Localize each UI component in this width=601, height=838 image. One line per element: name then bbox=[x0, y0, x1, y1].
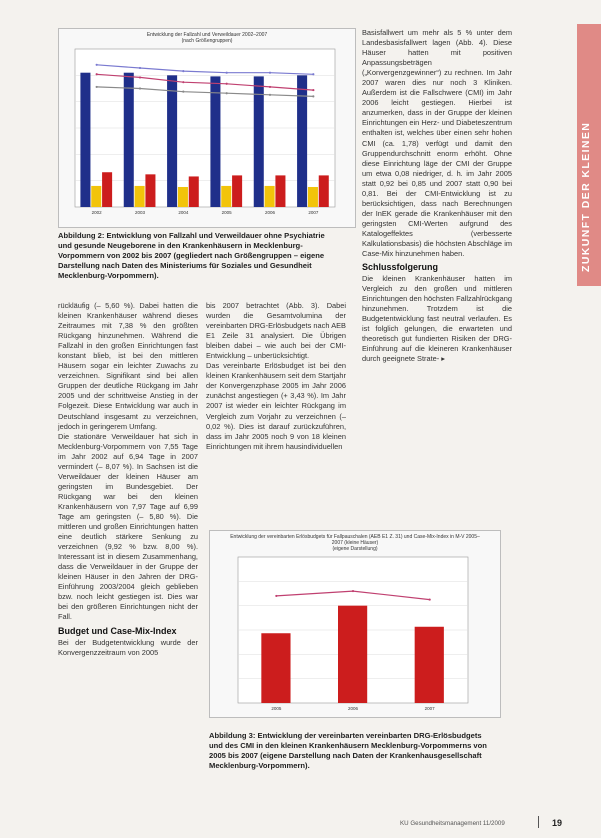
footer-journal: KU Gesundheitsmanagement 11/2009 bbox=[400, 820, 505, 827]
chart1-tick-label: 2002 bbox=[91, 210, 102, 215]
chart3-series-point bbox=[352, 590, 354, 592]
chart1-tick-label: 2005 bbox=[221, 210, 232, 215]
chart1-bar bbox=[102, 172, 112, 207]
text-column-1 bbox=[58, 301, 198, 658]
chart3-bar bbox=[338, 606, 367, 703]
chart1-series-point bbox=[312, 73, 314, 75]
heading-schlussfolgerung: Schlussfolgerung bbox=[362, 262, 439, 273]
chart1-series-point bbox=[139, 87, 141, 89]
section-side-tab bbox=[577, 24, 601, 286]
chart1-bar bbox=[297, 75, 307, 207]
chart1-series-point bbox=[312, 95, 314, 97]
chart3-tick-label: 2005 bbox=[271, 706, 282, 711]
col3-paragraph-2: Die kleinen Krankenhäuser hatten im Vergleich zu den großen und mittleren Einrichtungen den höchsten Fallzahlrückgang hinzunehmen. Trotzdem ist die Budgetentwicklung fast neutral verlaufen. Es ist folglich gelungen, die erwarteten und theoretisch gut fundierten Risiken der DRG-Einführung auf die kleineren Krankenhäuser durch geeignete Strate- ▸ bbox=[362, 274, 512, 364]
chart1-series-point bbox=[269, 86, 271, 88]
chart1-series-point bbox=[269, 72, 271, 74]
chart1-series-point bbox=[269, 94, 271, 96]
chart1-series-point bbox=[96, 73, 98, 75]
chart1-bar bbox=[80, 73, 90, 207]
chart1-bar bbox=[189, 176, 199, 207]
chart1-series-point bbox=[226, 72, 228, 74]
chart1-tick-label: 2004 bbox=[178, 210, 189, 215]
chart1-series-point bbox=[182, 91, 184, 93]
chart3-bar bbox=[261, 633, 290, 703]
figure3-title: Entwicklung der vereinbarten Erlösbudgets für Fallpauschalen (AEB E1 Z. 31) und Case-Mix-Index in M-V 2005–2007 (kleine Häuser) bbox=[230, 534, 480, 546]
figure3-subtitle: (eigene Darstellung) bbox=[332, 546, 378, 552]
chart1-series-point bbox=[96, 86, 98, 88]
heading-budget-cmi: Budget und Case-Mix-Index bbox=[58, 625, 177, 636]
chart1-series-point bbox=[182, 81, 184, 83]
text-column-3 bbox=[362, 28, 512, 365]
chart1-series-point bbox=[139, 76, 141, 78]
chart1-tick-label: 2003 bbox=[134, 210, 146, 215]
chart3-tick-label: 2007 bbox=[424, 706, 435, 711]
chart1-tick-label: 2007 bbox=[308, 210, 319, 215]
chart3-bar bbox=[415, 627, 444, 703]
col1-paragraph-1: rückläufig (– 5,60 %). Dabei hatten die kleinen Krankenhäuser während dieses Zeitraumes mit 7,38 % den größten Rückgang hinzunehmen. Während die Fallzahl in den großen Einrichtungen fast konstant blieb, ist bei den mittleren Häusern sogar ein leichter Zuwachs zu verzeichnen. Signifikant sind bei allen Gruppen der deutliche Rückgang im Jahr 2005 und der schrittweise Anstieg in der Folgezeit. Diese Entwicklung war auch in Deutschland insgesamt zu verzeichnen, jedoch in geringerem Umfang. bbox=[58, 301, 198, 431]
figure1-chart bbox=[59, 29, 355, 227]
chart1-bar bbox=[254, 76, 264, 207]
chart1-bar bbox=[167, 75, 177, 207]
chart1-bar bbox=[91, 186, 101, 207]
chart1-series-point bbox=[96, 64, 98, 66]
side-tab-label: ZUKUNFT DER KLEINEN bbox=[580, 121, 592, 272]
figure1-subtitle: (nach Größengruppen) bbox=[181, 38, 233, 44]
chart1-bar bbox=[221, 186, 231, 207]
col1-paragraph-2: Die stationäre Verweildauer hat sich in Mecklenburg-Vorpommern von 7,55 Tage im Jahr 2002 auf 6,94 Tage in 2007 vermindert (– 8,07 %). In Sachsen ist die Verweildauer der kleinen Häuser am geringsten im Bundesgebiet. Der Rückgang war bei den kleinen Krankenhäusern von 7,97 Tage auf 6,99 Tage am geringsten (– 5,80 %). Die mittleren und großen Einrichtungen hatten eine deutlich stärkere Senkung zu verzeichnen (9,92 % bzw. 8,00 %). Interessant ist in diesem Zusammenhang, dass die Verweildauer in der Gruppe der kleinen Häuser in den Jahren der DRG-Einführung 2003/2004 gleich geblieben bzw. noch leicht gestiegen ist. Dies war bei den größeren Einrichtungen nicht der Fall. bbox=[58, 431, 198, 622]
chart1-bar bbox=[210, 76, 220, 207]
text-column-2 bbox=[206, 301, 346, 452]
chart1-bar bbox=[124, 73, 134, 207]
chart1-series-point bbox=[312, 89, 314, 91]
footer-divider bbox=[538, 816, 539, 828]
col2-paragraph-1: bis 2007 betrachtet (Abb. 3). Dabei wurden die Gesamtvolumina der vereinbarten DRG-Erlösbudgets nach AEB E1 Zeile 31 analysiert. Die Übrigen bleiben dabei – wie auch bei der CMI-Entwicklung – unberücksichtigt. bbox=[206, 301, 346, 361]
figure-fallzahl-verweildauer bbox=[58, 28, 356, 228]
page-number: 19 bbox=[552, 818, 563, 828]
chart1-bar bbox=[275, 175, 285, 207]
chart1-bar bbox=[232, 175, 242, 207]
chart1-series-point bbox=[226, 83, 228, 85]
figure1-title: Entwicklung der Fallzahl und Verweildauer 2002–2007 bbox=[146, 32, 268, 38]
chart1-bar bbox=[178, 187, 188, 207]
chart1-series-point bbox=[139, 67, 141, 69]
figure-erloesbudget-cmi bbox=[209, 530, 501, 718]
chart1-series-point bbox=[182, 70, 184, 72]
chart1-series-point bbox=[226, 92, 228, 94]
chart3-tick-label: 2006 bbox=[347, 706, 359, 711]
chart3-series-point bbox=[429, 598, 431, 600]
figure1-caption: Abbildung 2: Entwicklung von Fallzahl und Verweildauer ohne Psychiatrie und gesunde Neugeborene in den Krankenhäusern in Mecklenburg- Vorpommern von 2002 bis 2007 (gegliedert nach Größengruppen – eigene Darstellung nach Daten des Ministeriums für Soziales und Gesundheit Mecklenburg-Vorpommern). bbox=[58, 231, 325, 281]
chart1-tick-label: 2006 bbox=[264, 210, 276, 215]
chart3-series-point bbox=[275, 595, 277, 597]
chart1-bar bbox=[319, 175, 329, 207]
figure3-chart bbox=[210, 531, 500, 717]
chart1-bar bbox=[135, 186, 145, 207]
chart1-bar bbox=[145, 174, 155, 207]
col2-paragraph-2: Das vereinbarte Erlösbudget ist bei den kleinen Krankenhäusern seit dem Startjahr der Konvergenzphase 2005 im Jahr 2006 zunächst angestiegen (+ 3,43 %). Im Jahr 2007 ist wieder ein leichter Rückgang im Vergleich zum Vorjahr zu verzeichnen (– 0,02 %). Dies ist darauf zurückzuführen, dass im Jahr 2005 noch 9 von 18 kleinen Einrichtungen mit ihrem hausindividuellen bbox=[206, 361, 346, 451]
chart1-bar bbox=[308, 187, 318, 207]
col1-paragraph-3: Bei der Budgetentwicklung wurde der Konvergenzzeitraum von 2005 bbox=[58, 637, 198, 657]
figure3-caption: Abbildung 3: Entwicklung der vereinbarten vereinbarten DRG-Erlösbudgets und des CMI in den kleinen Krankenhäusern Mecklenburg-Vorpommerns von 2005 bis 2007 (eigene Darstellung nach Daten der Krankenhausgesellschaft Mecklenburg-Vorpommern). bbox=[209, 731, 487, 771]
col3-paragraph-1: Basisfallwert um mehr als 5 % unter dem Landesbasisfallwert lagen (Abb. 4). Diese Häuser hatten mit positiven Anpassungsbeträgen („Konvergenzgewinner“) zu rechnen. Im Jahr 2007 waren dies nur noch 3 Kliniken. Außerdem ist die Fallschwere (CMI) im Jahr 2006 leicht gestiegen. Hierbei ist anzumerken, dass in der Gruppe der kleinen Einrichtungen ein Herz- und Diabeteszentrum enthalten ist, welches über einen sehr hohen CMI (ca. 1,78) verfügt und damit den Gruppendurchschnitt enorm erhöht. Ohne diese Einrichtung läge der CMI der Gruppe um etwa 0,08 niedriger, d. h. im Jahr 2005 statt 0,92 bei 0,85 und 2007 statt 0,90 bei 0,81. Bei der CMI-Entwicklung ist zu berücksichtigen, dass nach Berechnungen der InEK gerade die Krankenhäuser mit den geringsten CMI-Werten aufgrund des Katalogeffektes (verbesserte Kalkulationsbasis) die höchsten Abschläge im Case-Mix hinzunehmen haben. bbox=[362, 28, 512, 259]
chart1-bar bbox=[265, 186, 275, 207]
